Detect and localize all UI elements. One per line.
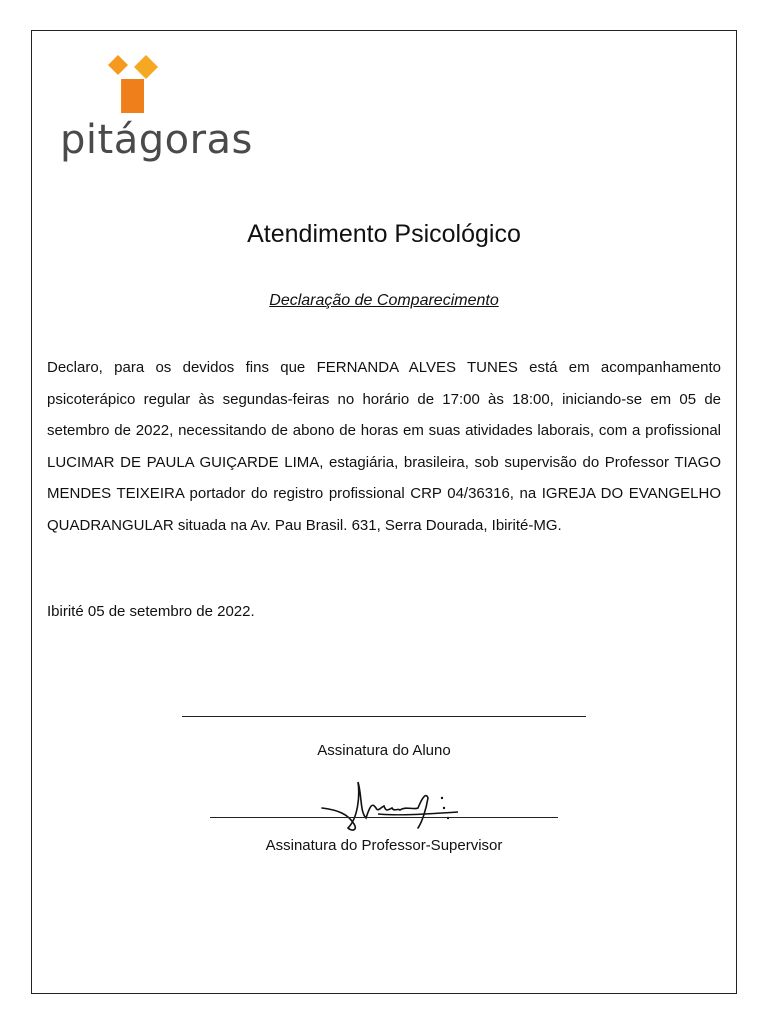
supervisor-signature-line: [210, 817, 558, 818]
logo-wordmark: pitágoras: [60, 117, 253, 163]
supervisor-handwritten-signature-icon: [318, 778, 498, 834]
document-subtitle: Declaração de Comparecimento: [269, 292, 499, 309]
pitagoras-logo: [58, 55, 253, 165]
supervisor-signature-label: Assinatura do Professor-Supervisor: [265, 837, 503, 854]
document-title: Atendimento Psicológico: [247, 220, 521, 248]
student-signature-label: Assinatura do Aluno: [317, 742, 451, 759]
declaration-body: Declaro, para os devidos fins que FERNANDA ALVES TUNES está em acompanhamento psicoterápico regular às segundas-feiras no horário de 17:00 às 18:00, iniciando-se em 05 de setembro de 2022, necessitando de abono de horas em suas atividades laborais, com a profissional LUCIMAR DE PAULA GUIÇARDE LIMA, estagiária, brasileira, sob supervisão do Professor TIAGO MENDES TEIXEIRA portador do registro profissional CRP 04/36316, na IGREJA DO EVANGELHO QUADRANGULAR situada na Av. Pau Brasil. 631, Serra Dourada, Ibirité-MG.: [47, 359, 721, 534]
student-signature-line: [182, 716, 586, 717]
pitagoras-logo-mark-icon: [108, 55, 170, 115]
date-line: Ibirité 05 de setembro de 2022.: [47, 603, 255, 620]
